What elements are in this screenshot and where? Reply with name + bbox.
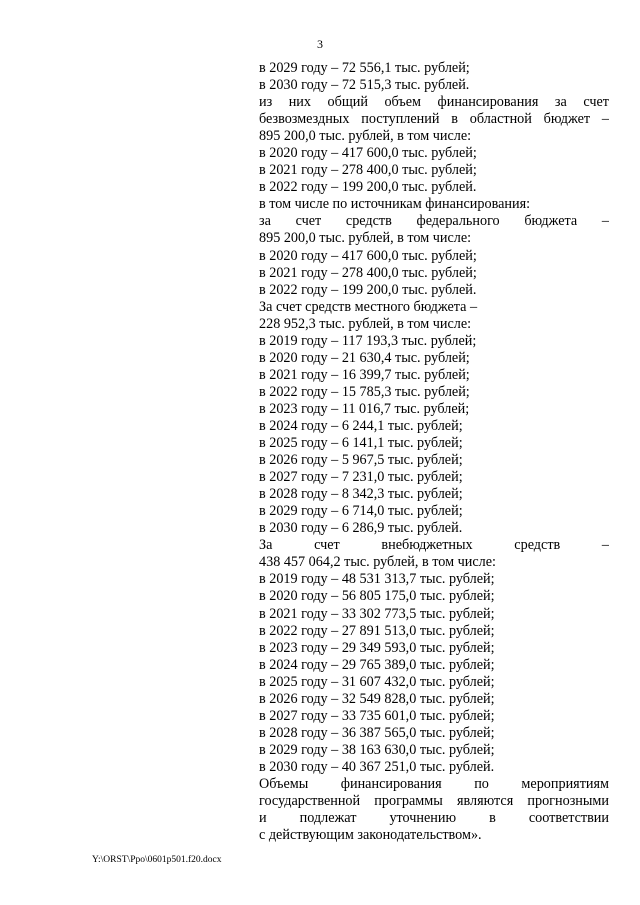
text-line: с действующим законодательством». <box>259 827 482 844</box>
text-line: Объемы финансирования по мероприятиям <box>259 775 609 792</box>
text-line: в 2030 году – 72 515,3 тыс. рублей. <box>259 77 470 94</box>
text-line: в 2020 году – 56 805 175,0 тыс. рублей; <box>259 588 495 605</box>
text-line: государственной программы являются прогнозными <box>259 793 609 810</box>
text-line: в том числе по источникам финансирования: <box>259 196 531 213</box>
page-number: 3 <box>317 37 323 51</box>
text-line: в 2029 году – 72 556,1 тыс. рублей; <box>259 60 470 76</box>
text-line: в 2026 году – 32 549 828,0 тыс. рублей; <box>259 690 495 707</box>
document-body <box>259 60 609 844</box>
text-line: в 2027 году – 33 735 601,0 тыс. рублей; <box>259 707 495 724</box>
text-line: в 2020 году – 417 600,0 тыс. рублей; <box>259 145 477 162</box>
text-line: в 2029 году – 38 163 630,0 тыс. рублей; <box>259 741 495 758</box>
text-line: в 2024 году – 29 765 389,0 тыс. рублей; <box>259 656 495 673</box>
text-line: в 2023 году – 11 016,7 тыс. рублей; <box>259 400 470 417</box>
text-line: в 2019 году – 48 531 313,7 тыс. рублей; <box>259 571 495 588</box>
text-line: в 2027 году – 7 231,0 тыс. рублей; <box>259 469 463 486</box>
text-line: в 2021 году – 16 399,7 тыс. рублей; <box>259 366 470 383</box>
text-line: в 2022 году – 27 891 513,0 тыс. рублей; <box>259 622 495 639</box>
text-line: в 2020 году – 21 630,4 тыс. рублей; <box>259 349 470 366</box>
text-line: За счет внебюджетных средств – <box>259 537 609 554</box>
text-line: в 2028 году – 36 387 565,0 тыс. рублей; <box>259 724 495 741</box>
text-line: в 2020 году – 417 600,0 тыс. рублей; <box>259 247 477 264</box>
text-line: в 2029 году – 6 714,0 тыс. рублей; <box>259 503 463 520</box>
text-line: в 2024 году – 6 244,1 тыс. рублей; <box>259 417 463 434</box>
file-path-footer: Y:\ORST\Ppo\0601p501.f20.docx <box>92 855 222 865</box>
text-line: в 2019 году – 117 193,3 тыс. рублей; <box>259 332 477 349</box>
text-line: в 2021 году – 278 400,0 тыс. рублей; <box>259 264 477 281</box>
text-line: в 2022 году – 199 200,0 тыс. рублей. <box>259 179 477 196</box>
text-line: 228 952,3 тыс. рублей, в том числе: <box>259 315 472 332</box>
text-line: в 2021 году – 33 302 773,5 тыс. рублей; <box>259 605 495 622</box>
text-line: 895 200,0 тыс. рублей, в том числе: <box>259 230 472 247</box>
text-line: в 2023 году – 29 349 593,0 тыс. рублей; <box>259 639 495 656</box>
text-line: 895 200,0 тыс. рублей, в том числе: <box>259 128 472 145</box>
text-line: за счет средств федерального бюджета – <box>259 213 609 230</box>
text-line: в 2026 году – 5 967,5 тыс. рублей; <box>259 452 463 469</box>
text-line: в 2025 году – 31 607 432,0 тыс. рублей; <box>259 673 495 690</box>
text-line: За счет средств местного бюджета – <box>259 298 478 315</box>
text-line: из них общий объем финансирования за счет <box>259 94 609 111</box>
text-line: в 2030 году – 40 367 251,0 тыс. рублей. <box>259 758 495 775</box>
text-line: безвозмездных поступлений в областной бюджет – <box>259 111 609 128</box>
text-line: в 2030 году – 6 286,9 тыс. рублей. <box>259 520 463 537</box>
text-line: в 2022 году – 15 785,3 тыс. рублей; <box>259 383 470 400</box>
text-line: в 2028 году – 8 342,3 тыс. рублей; <box>259 486 463 503</box>
text-line: в 2022 году – 199 200,0 тыс. рублей. <box>259 281 477 298</box>
text-line: в 2025 году – 6 141,1 тыс. рублей; <box>259 435 463 452</box>
text-line: 438 457 064,2 тыс. рублей, в том числе: <box>259 554 496 571</box>
text-line: и подлежат уточнению в соответствии <box>259 810 609 827</box>
text-line: в 2021 году – 278 400,0 тыс. рублей; <box>259 162 477 179</box>
